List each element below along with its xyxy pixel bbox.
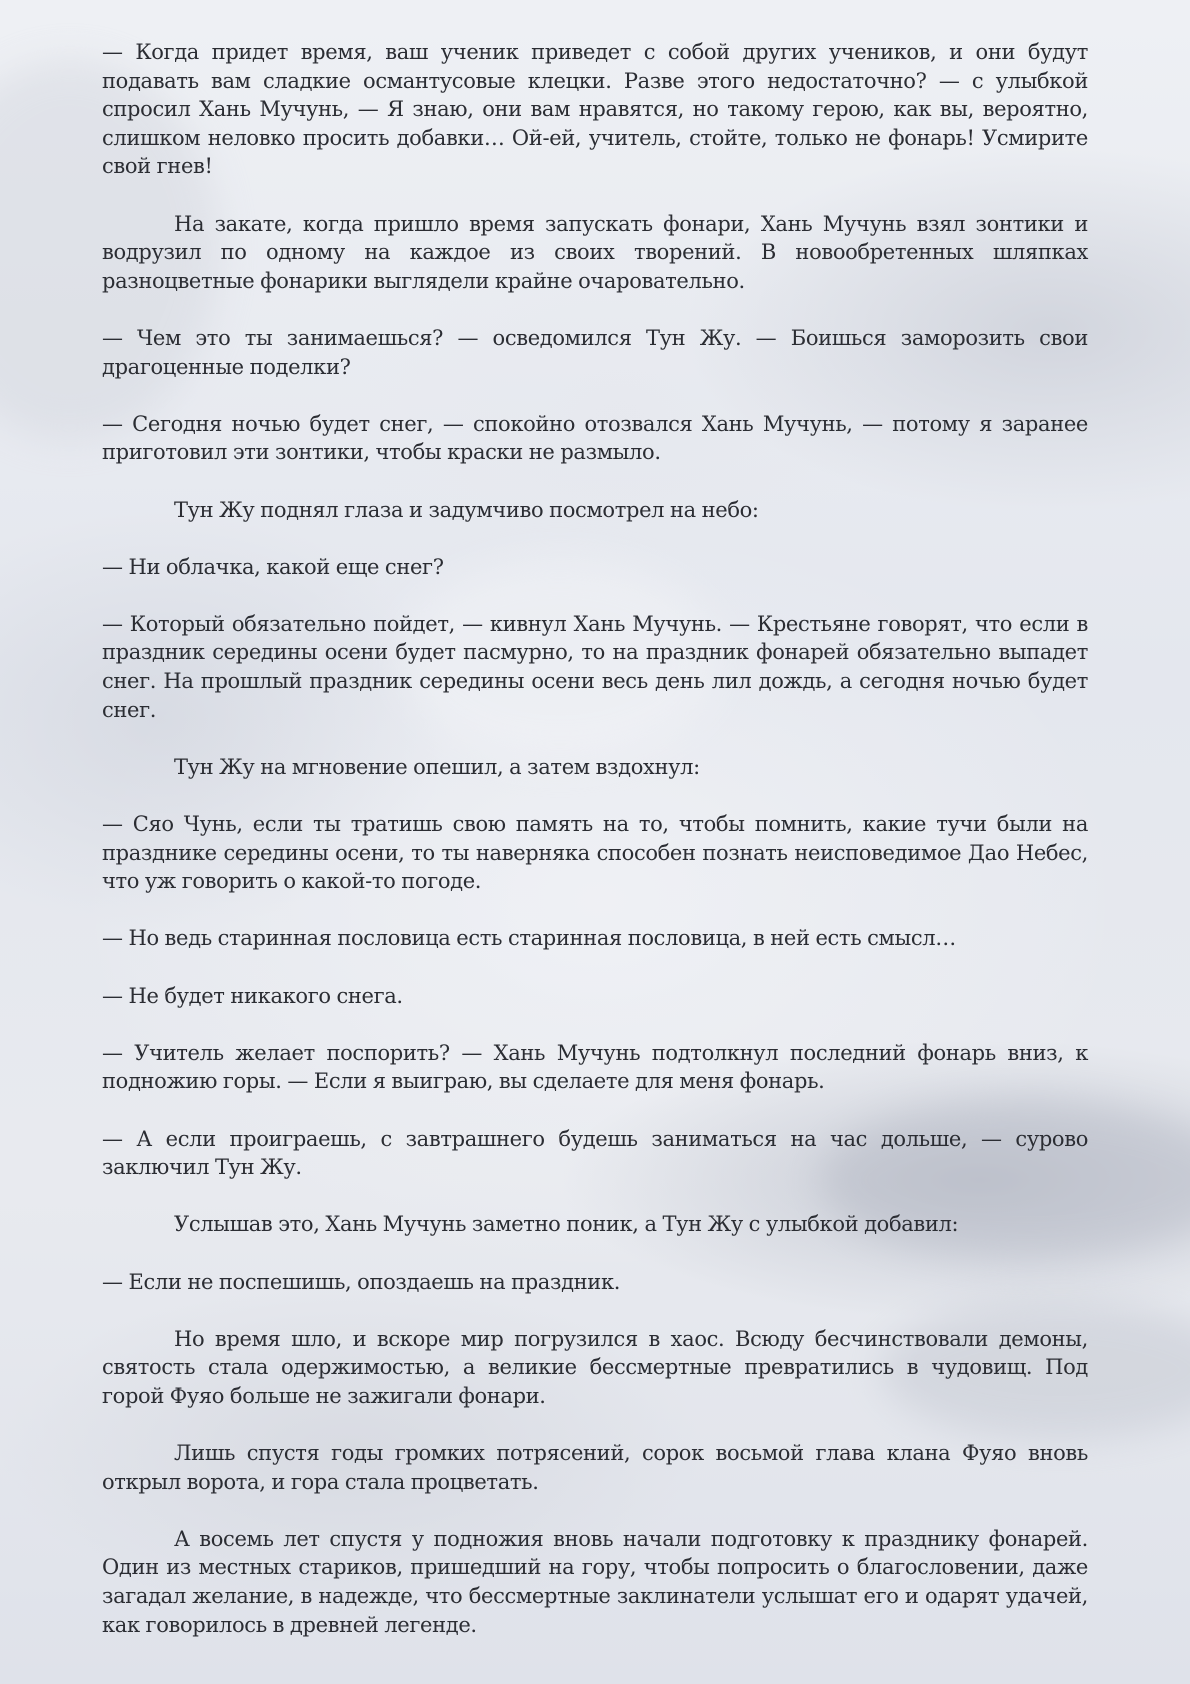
paragraph-18: А восемь лет спустя у подножия вновь начали подготовку к празднику фонарей. Один из местных стариков, пришедший на гору, чтобы попросить о благословении, даже загадал желание, в надежде, что бессмертные заклинатели услышат его и одарят удачей, как говорилось в древней легенде. xyxy=(102,1526,1088,1637)
paragraph-9: — Сяо Чунь, если ты тратишь свою память на то, чтобы помнить, какие тучи были на празднике середины осени, то ты наверняка способен познать неисповедимое Дао Небес, что уж говорить о какой-то погоде. xyxy=(102,812,1088,894)
paragraph-12: — Учитель желает поспорить? — Хань Мучунь подтолкнул последний фонарь вниз, к подножию горы. — Если я выиграю, вы сделаете для меня фонарь. xyxy=(102,1040,1088,1094)
paragraph-7: — Который обязательно пойдет, — кивнул Хань Мучунь. — Крестьяне говорят, что если в праздник середины осени будет пасмурно, то на праздник фонарей обязательно выпадет снег. На прошлый праздник середины осени весь день лил дождь, а сегодня ночью будет снег. xyxy=(102,611,1088,722)
paragraph-14: Услышав это, Хань Мучунь заметно поник, а Тун Жу с улыбкой добавил: xyxy=(174,1212,959,1237)
paragraph-1: — Когда придет время, ваш ученик приведет с собой других учеников, и они будут подавать вам сладкие османтусовые клецки. Разве этого недостаточно? — с улыбкой спросил Хань Мучунь, — Я знаю, они вам нравятся, но такому герою, как вы, вероятно, слишком неловко просить добавки… Ой-ей, учитель, стойте, только не фонарь! Усмирите свой гнев! xyxy=(102,40,1088,179)
paragraph-10: — Но ведь старинная пословица есть старинная пословица, в ней есть смысл… xyxy=(102,926,956,951)
paragraph-17: Лишь спустя годы громких потрясений, сорок восьмой глава клана Фуяо вновь открыл ворота, и гора стала процветать. xyxy=(102,1441,1088,1494)
document-body xyxy=(102,38,1088,1639)
paragraph-16: Но время шло, и вскоре мир погрузился в хаос. Всюду бесчинствовали демоны, святость стала одержимостью, а великие бессмертные превратились в чудовищ. Под горой Фуяо больше не зажигали фонари. xyxy=(102,1326,1088,1408)
paragraph-13: — А если проиграешь, с завтрашнего будешь заниматься на час дольше, — сурово заключил Тун Жу. xyxy=(102,1126,1088,1180)
paragraph-3: — Чем это ты занимаешься? — осведомился Тун Жу. — Боишься заморозить свои драгоценные поделки? xyxy=(102,325,1088,379)
paragraph-5: Тун Жу поднял глаза и задумчиво посмотрел на небо: xyxy=(174,497,759,522)
paragraph-11: — Не будет никакого снега. xyxy=(102,983,403,1008)
paragraph-4: — Сегодня ночью будет снег, — спокойно отозвался Хань Мучунь, — потому я заранее приготовил эти зонтики, чтобы краски не размыло. xyxy=(102,411,1088,465)
paragraph-8: Тун Жу на мгновение опешил, а затем вздохнул: xyxy=(174,754,700,779)
paragraph-2: На закате, когда пришло время запускать фонари, Хань Мучунь взял зонтики и водрузил по одному на каждое из своих творений. В новообретенных шляпках разноцветные фонарики выглядели крайне очаровательно. xyxy=(102,211,1088,293)
paragraph-6: — Ни облачка, какой еще снег? xyxy=(102,554,444,579)
paragraph-15: — Если не поспешишь, опоздаешь на праздник. xyxy=(102,1269,621,1294)
